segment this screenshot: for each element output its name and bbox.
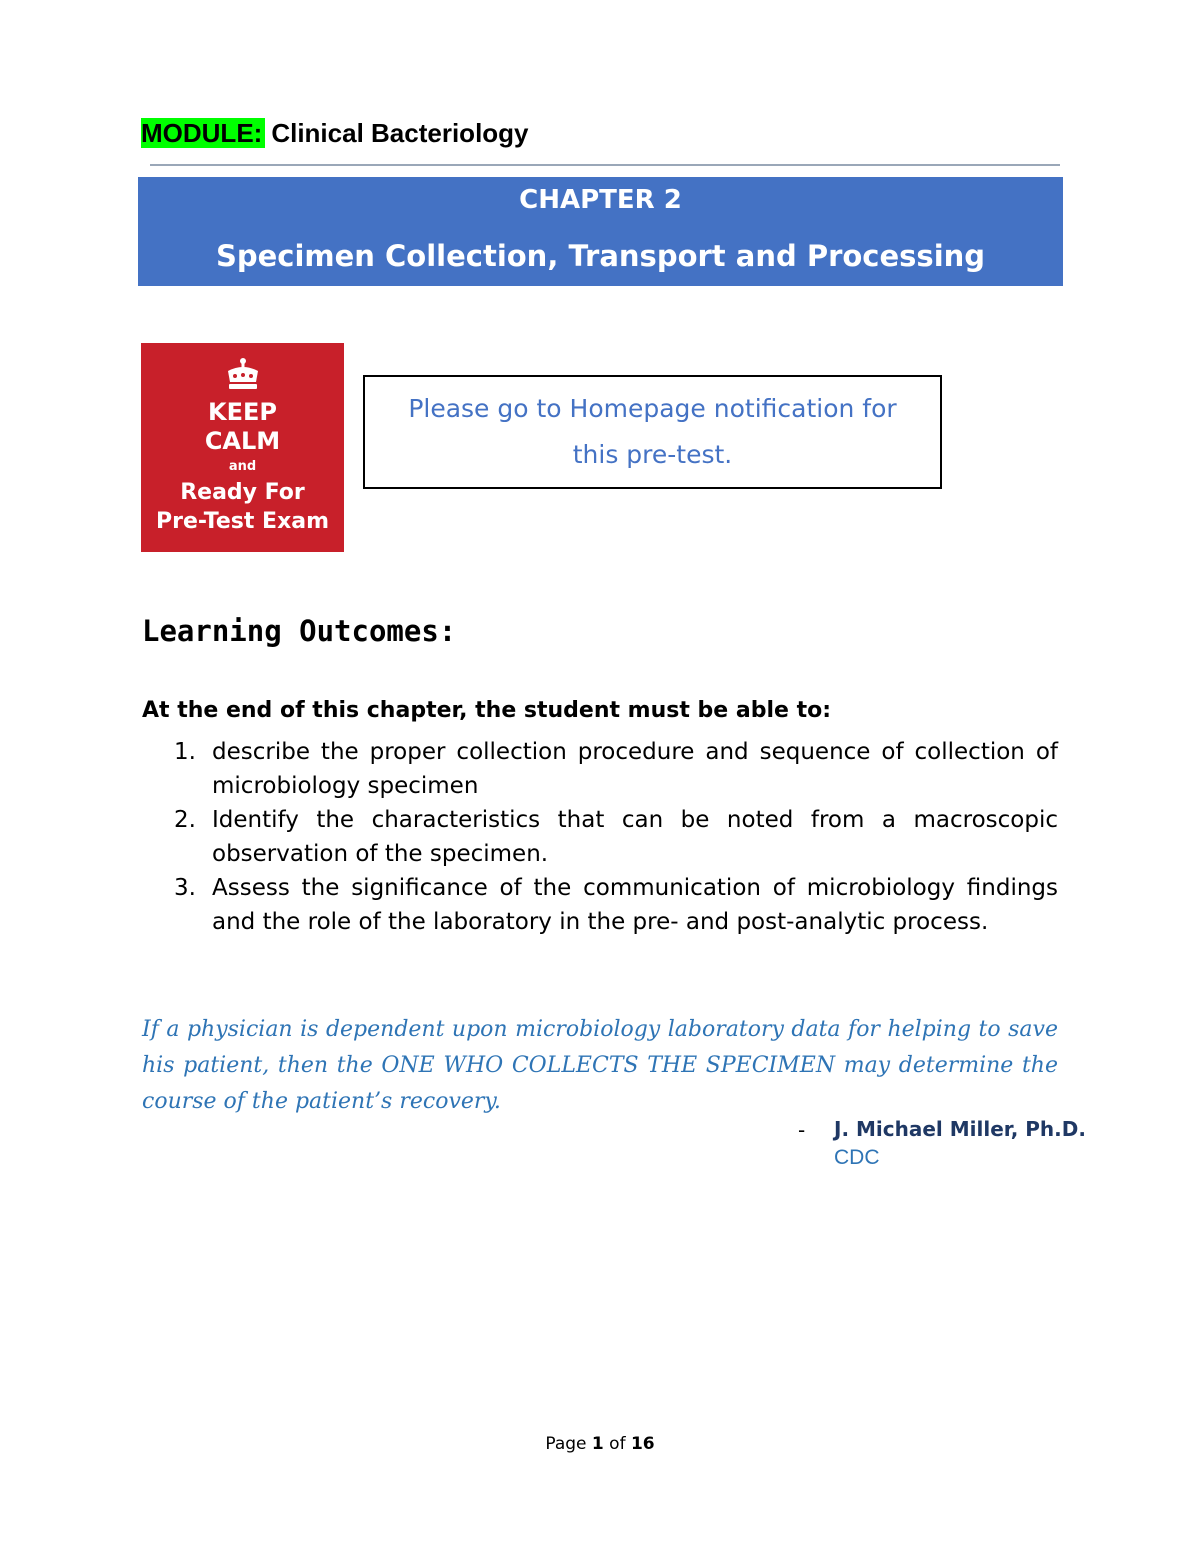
list-item-text: describe the proper collection procedure and sequence of collection of microbiology specimen	[212, 739, 1058, 799]
list-item-number: 2.	[174, 807, 196, 833]
page-current: 1	[591, 1434, 604, 1454]
keep-calm-poster	[141, 343, 344, 552]
pretest-notice-text: Please go to Homepage notification for this pre-test.	[408, 394, 897, 469]
page-number	[0, 1434, 1200, 1454]
list-item	[142, 871, 1058, 939]
list-item-number: 1.	[174, 739, 196, 765]
learning-outcomes-heading: Learning Outcomes:	[142, 614, 457, 648]
quote-text: If a physician is dependent upon microbiology laboratory data for helping to save his patient, then the ONE WHO COLLECTS THE SPECIMEN may determine the course of the patient’s recovery.	[142, 1017, 1058, 1114]
header-divider	[150, 164, 1060, 166]
page-word: Page	[545, 1434, 587, 1454]
page-total: 16	[630, 1434, 655, 1454]
chapter-title: Specimen Collection, Transport and Processing	[215, 239, 986, 273]
chapter-banner	[138, 177, 1063, 286]
list-item-text: Identify the characteristics that can be noted from a macroscopic observation of the specimen.	[212, 807, 1058, 867]
list-item-text: Assess the significance of the communication of microbiology findings and the role of the laboratory in the pre- and post-analytic process.	[212, 875, 1058, 935]
quote-organization: CDC	[834, 1146, 880, 1169]
crown-icon	[222, 357, 264, 393]
poster-line-exam: Pre-Test Exam	[155, 509, 330, 534]
module-name: Clinical Bacteriology	[271, 118, 529, 148]
pretest-notice-box	[363, 375, 942, 489]
of-word: of	[609, 1434, 626, 1454]
poster-line-calm: CALM	[204, 427, 281, 455]
list-item	[142, 735, 1058, 803]
poster-line-and: and	[228, 459, 257, 474]
poster-line-keep: KEEP	[208, 398, 277, 426]
learning-outcomes-list	[142, 735, 1058, 939]
poster-line-ready: Ready For	[180, 480, 305, 505]
chapter-number: CHAPTER 2	[519, 185, 682, 215]
list-item-number: 3.	[174, 875, 196, 901]
learning-outcomes-intro: At the end of this chapter, the student must be able to:	[142, 698, 832, 723]
quote-dash: -	[798, 1118, 806, 1142]
list-item	[142, 803, 1058, 871]
quote-author: J. Michael Miller, Ph.D.	[834, 1117, 1086, 1141]
module-label: MODULE:	[141, 118, 265, 148]
module-header	[141, 118, 529, 149]
